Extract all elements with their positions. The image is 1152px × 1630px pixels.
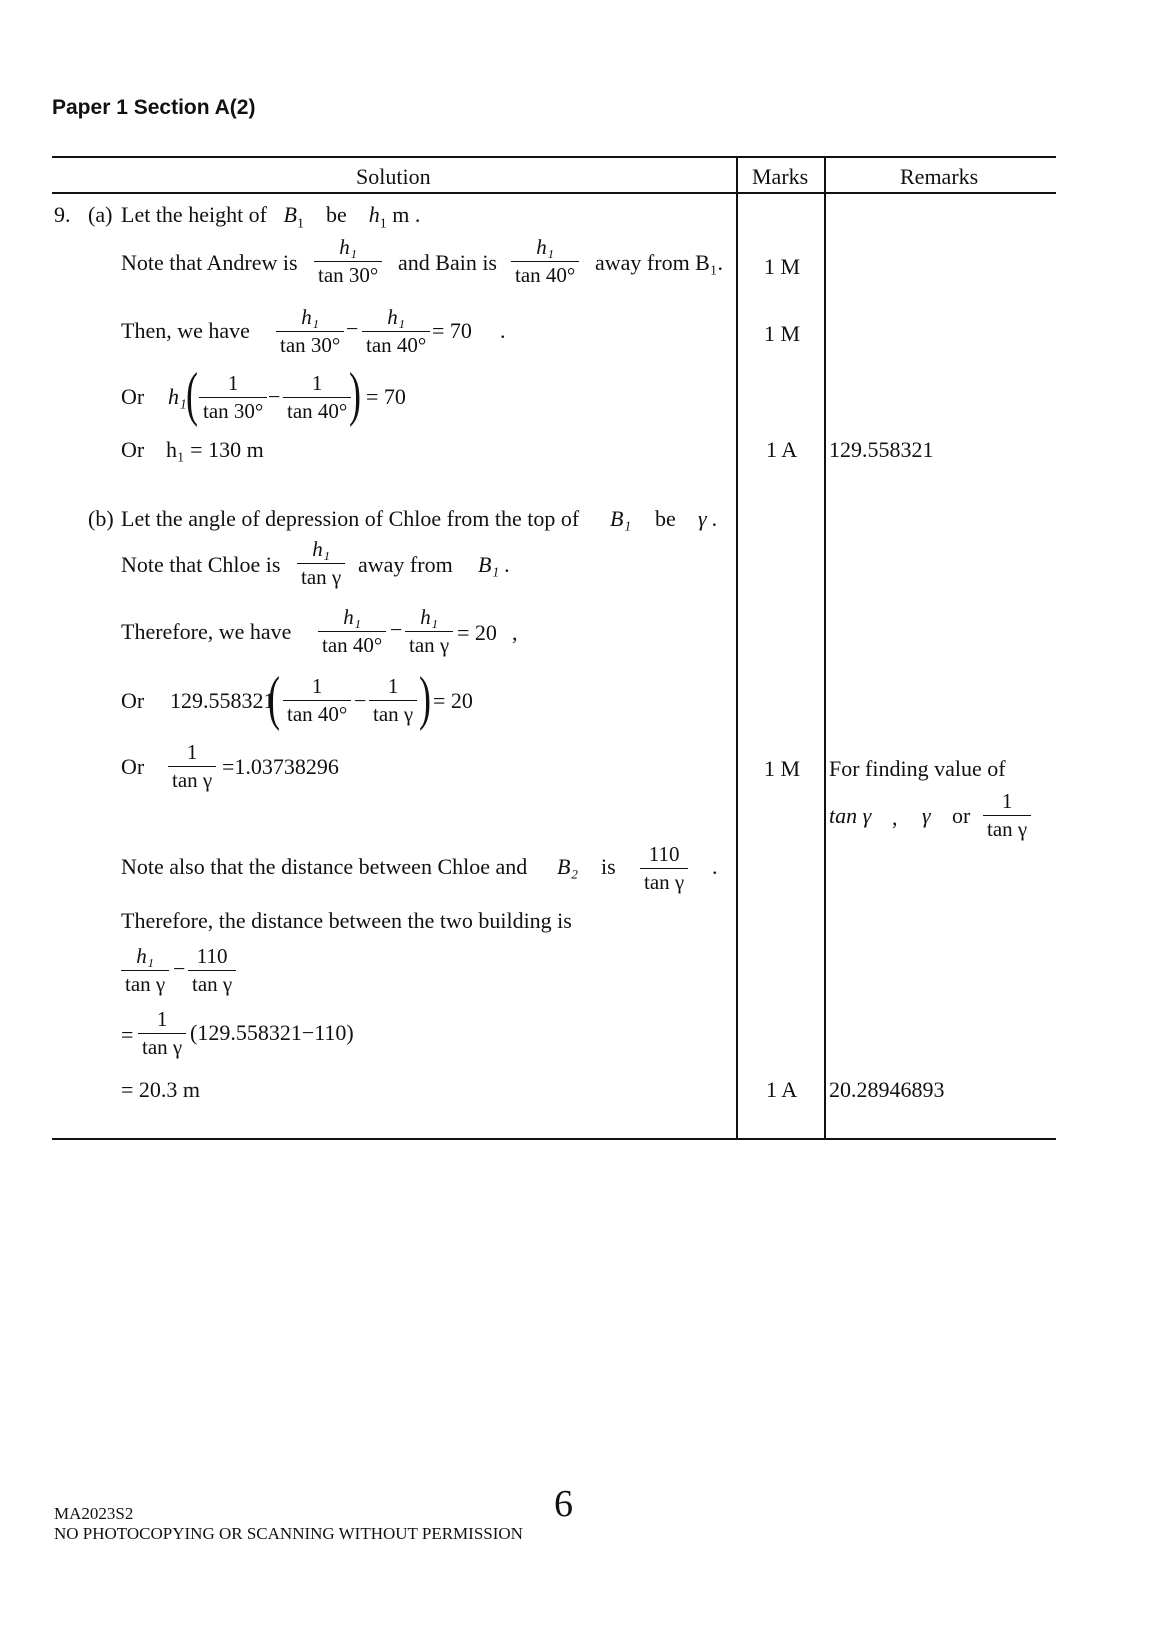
eq-20: = 20: [457, 620, 497, 645]
eq-70: = 70: [432, 318, 472, 343]
b-line3-pre: Therefore, we have: [121, 619, 292, 644]
remark-4: 20.28946893: [829, 1077, 945, 1102]
fraction-110-tang-b: $\frac{110}{\text{tan γ}}$: [188, 945, 236, 996]
remark-3-fraction: $\frac{1}{\text{tan γ}}$: [983, 790, 1031, 841]
fraction-h1-tang: $\frac{\text{h₁}}{\text{tan γ}}$: [297, 538, 345, 589]
b-line2-B: B₁ .: [478, 552, 511, 577]
part-a-label: (a): [88, 202, 113, 227]
b-line1-B: B₁: [610, 506, 632, 531]
mark-3: 1 A: [766, 437, 798, 462]
b-line6-pre: Note also that the distance between Chloe and: [121, 854, 528, 879]
b-line6-is: is: [601, 854, 616, 879]
footer-code: MA2023S2: [54, 1504, 134, 1523]
value-129: 129.558321: [170, 688, 275, 713]
col-remarks-header: Remarks: [900, 164, 979, 189]
right-paren-2: ): [418, 665, 431, 731]
page-title: Paper 1 Section A(2): [52, 96, 256, 119]
b-line1-gamma: γ .: [698, 506, 718, 531]
fraction-1-tang-b: $\frac{1}{\text{tan γ}}$: [168, 741, 216, 792]
b-line2-pre: Note that Chloe is: [121, 552, 281, 577]
fraction-h1-tan30-b: $\frac{\text{h₁}}{\tan 30^\circ}$: [276, 306, 344, 357]
a-result: h₁ = 130 m: [166, 437, 264, 462]
fraction-h1-tan40-b: $\frac{\text{h₁}}{\tan 40^\circ}$: [362, 306, 430, 357]
remark-3-comma: ,: [892, 805, 898, 830]
table-header-rule: [52, 192, 1056, 194]
or-label: Or: [121, 384, 145, 409]
fraction-110-tang: $\frac{110}{\text{tan γ}}$: [640, 843, 688, 894]
remark-1: 129.558321: [829, 437, 934, 462]
remark-3-or: or: [952, 803, 971, 828]
table-bottom-rule: [52, 1138, 1056, 1140]
fraction-1-tang-c: $\frac{1}{\text{tan γ}}$: [138, 1008, 186, 1059]
left-paren: (: [185, 361, 198, 427]
fraction-h1-tan30: $\frac{\text{h₁}}{\tan 30^\circ}$: [314, 236, 382, 287]
b-line6-B: B₂: [557, 854, 579, 879]
b-line1-be: be: [655, 506, 676, 531]
mark-2: 1 M: [764, 321, 801, 346]
b-final-answer: = 20.3 m: [121, 1077, 201, 1102]
b-line1: Let the angle of depression of Chloe from the top of: [121, 506, 580, 531]
fraction-h1-tang-b: $\frac{\text{h₁}}{\text{tan γ}}$: [405, 606, 453, 657]
fraction-1-tan40: $\frac{1}{\tan 40^\circ}$: [283, 372, 351, 423]
eq-prefix: =: [121, 1022, 134, 1047]
fraction-1-tan30: $\frac{1}{\tan 30^\circ}$: [199, 372, 267, 423]
a-line2-post: away from B₁.: [595, 250, 724, 275]
mark-5: 1 A: [766, 1077, 798, 1102]
table-top-rule: [52, 156, 1056, 158]
a-line2-mid: and Bain is: [398, 250, 497, 275]
footer-page-number: 6: [554, 1483, 573, 1525]
fraction-h1-tan40: $\frac{\text{h₁}}{\tan 40^\circ}$: [511, 236, 579, 287]
fraction-1-tan40-b: $\frac{1}{\tan 40^\circ}$: [283, 675, 351, 726]
eq-70-b: = 70: [366, 384, 406, 409]
question-number: 9.: [54, 202, 71, 227]
marks-right-divider: [824, 156, 826, 1140]
remark-2: For finding value of: [829, 756, 1006, 781]
right-paren: ): [348, 361, 361, 427]
comma: ,: [512, 620, 518, 645]
minus-sign-5: −: [173, 956, 186, 981]
a-line3-pre: Then, we have: [121, 318, 250, 343]
minus-sign: −: [346, 316, 359, 341]
b-line2-post: away from: [358, 552, 453, 577]
a-line2-pre: Note that Andrew is: [121, 250, 298, 275]
a-line1: Let the height of $B_1$ be $h_1$ m .: [121, 202, 421, 232]
h1-symbol: h₁: [168, 384, 187, 409]
part-b-label: (b): [88, 506, 114, 531]
remark-3-tan: tan γ: [829, 803, 872, 828]
mark-4: 1 M: [764, 756, 801, 781]
col-solution-header: Solution: [356, 164, 431, 189]
eq-103: =1.03738296: [222, 754, 339, 779]
fraction-h1-tan40-c: $\frac{\text{h₁}}{\tan 40^\circ}$: [318, 606, 386, 657]
or-label-4: Or: [121, 754, 145, 779]
b-line9-post: (129.558321−110): [190, 1020, 354, 1045]
footer-notice: NO PHOTOCOPYING OR SCANNING WITHOUT PERMISSION: [54, 1524, 523, 1543]
mark-1: 1 M: [764, 254, 801, 279]
marks-left-divider: [736, 156, 738, 1140]
fraction-h1-tang-c: $\frac{\text{h₁}}{\text{tan γ}}$: [121, 945, 169, 996]
b-line7: Therefore, the distance between the two building is: [121, 908, 572, 933]
minus-sign-3: −: [390, 617, 403, 642]
fraction-1-tang: $\frac{1}{\text{tan γ}}$: [369, 675, 417, 726]
left-paren-2: (: [267, 665, 280, 731]
b-line6-dot: .: [712, 854, 718, 879]
eq-20-b: = 20: [433, 688, 473, 713]
dot: .: [500, 318, 506, 343]
minus-sign-4: −: [354, 688, 367, 713]
remark-3-gamma: γ: [922, 803, 931, 828]
col-marks-header: Marks: [752, 164, 809, 189]
minus-sign-2: −: [268, 384, 281, 409]
or-label-2: Or: [121, 437, 145, 462]
or-label-3: Or: [121, 688, 145, 713]
